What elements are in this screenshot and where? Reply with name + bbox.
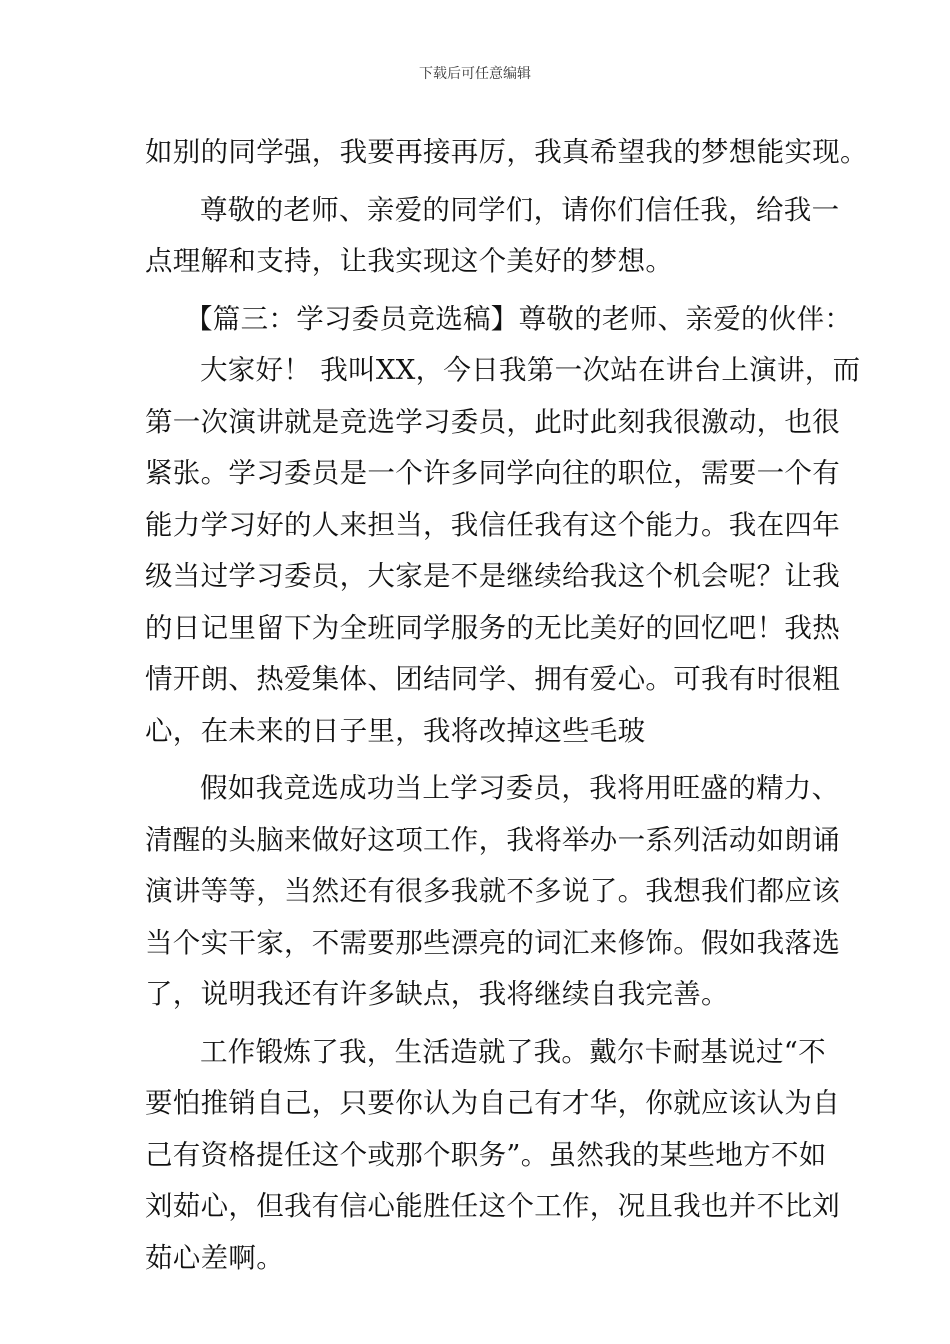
paragraph-line: 第一次演讲就是竞选学习委员，此时此刻我很激动，也很 [145,405,840,438]
paragraph-line: 演讲等等，当然还有很多我就不多说了。我想我们都应该 [145,875,840,907]
section-heading: 【篇三：学习委员竞选稿】尊敬的老师、亲爱的伙伴： [185,302,853,335]
paragraph-line: 清醒的头脑来做好这项工作，我将举办一系列活动如朗诵 [145,823,840,856]
paragraph-line: 如别的同学强，我要再接再厉，我真希望我的梦想能实现。 [145,136,868,168]
paragraph-line: 了，说明我还有许多缺点，我将继续自我完善。 [145,978,729,1010]
paragraph-line: 当个实干家，不需要那些漂亮的词汇来修饰。假如我落选 [145,926,840,959]
paragraph-line: 情开朗、热爱集体、团结同学、拥有爱心。可我有时很粗 [145,663,840,695]
paragraph-line: 己有资格提任这个或那个职务”。虽然我的某些地方不如 [145,1138,827,1171]
paragraph-line: 茹心差啊。 [145,1241,284,1274]
paragraph-line: 紧张。学习委员是一个许多同学向往的职位，需要一个有 [145,457,840,489]
paragraph-line: 心，在未来的日子里，我将改掉这些毛玻 [145,714,646,747]
paragraph-line: 的日记里留下为全班同学服务的无比美好的回忆吧！我热 [145,611,840,644]
paragraph-line: 刘茹心，但我有信心能胜任这个工作，况且我也并不比刘 [145,1190,840,1222]
paragraph-line: 大家好！ 我叫XX，今日我第一次站在讲台上演讲，而 [200,354,861,386]
paragraph-line: 假如我竞选成功当上学习委员，我将用旺盛的精力、 [200,772,840,804]
page-header: 下载后可任意编辑 [419,66,531,82]
paragraph-line: 级当过学习委员，大家是不是继续给我这个机会呢？让我 [145,560,840,592]
paragraph-line: 能力学习好的人来担当，我信任我有这个能力。我在四年 [145,508,840,541]
paragraph-line: 要怕推销自己，只要你认为自己有才华，你就应该认为自 [145,1087,840,1119]
paragraph-line: 尊敬的老师、亲爱的同学们，请你们信任我，给我一 [200,193,840,226]
document-body [145,127,868,1284]
paragraph-line: 工作锻炼了我，生活造就了我。戴尔卡耐基说过“不 [200,1035,826,1068]
paragraph-line: 点理解和支持，让我实现这个美好的梦想。 [145,245,674,277]
